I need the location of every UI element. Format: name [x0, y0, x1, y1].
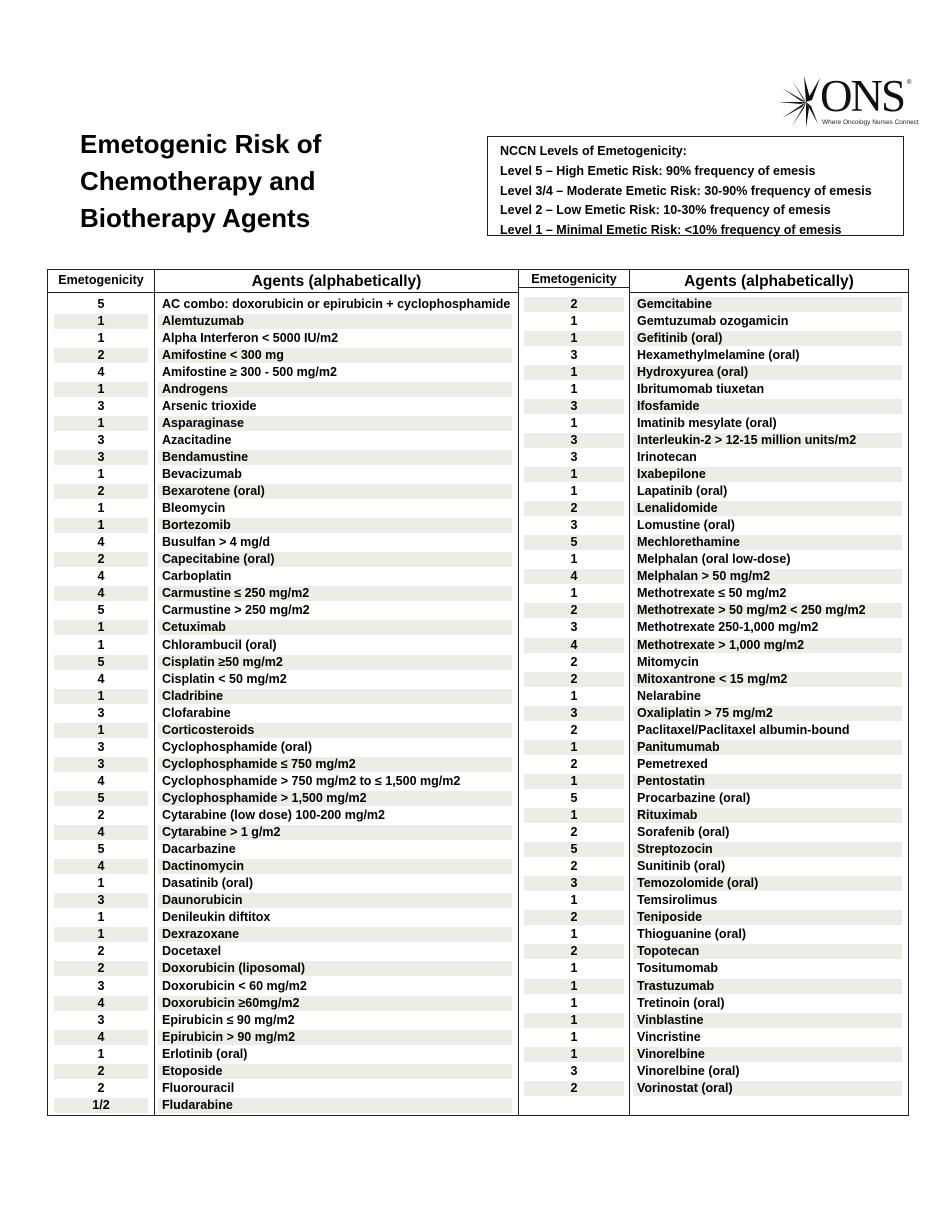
- agent-name: Capecitabine (oral): [158, 552, 512, 567]
- agent-name: Lenalidomide: [633, 501, 902, 516]
- emetogenicity-level: 1: [54, 382, 148, 397]
- agent-name: Doxorubicin < 60 mg/m2: [162, 978, 307, 993]
- emetogenicity-level: 1: [570, 1029, 578, 1044]
- emetogenicity-level: 4: [54, 859, 148, 874]
- emetogenicity-level: 2: [54, 484, 148, 499]
- emetogenicity-level: 2: [54, 552, 148, 567]
- table-row: [48, 979, 908, 996]
- agent-name: Gefitinib (oral): [633, 331, 902, 346]
- agent-name: Tretinoin (oral): [637, 995, 725, 1010]
- emetogenicity-level: 2: [524, 944, 624, 959]
- table-row: [48, 791, 908, 808]
- emetogenicity-level: 1: [54, 723, 148, 738]
- agent-name: Bortezomib: [158, 518, 512, 533]
- table-row: [48, 484, 908, 501]
- emetogenicity-level: 1: [570, 381, 578, 396]
- agent-name: Methotrexate 250-1,000 mg/m2: [637, 620, 819, 635]
- emetogenicity-level: 5: [524, 535, 624, 550]
- agent-name: Panitumumab: [633, 740, 902, 755]
- emetogenicity-level: 4: [97, 773, 105, 788]
- logo-wordmark: ONS: [820, 71, 905, 121]
- table-row: [48, 961, 908, 978]
- agent-name: Chlorambucil (oral): [162, 637, 277, 652]
- agent-name: Bexarotene (oral): [158, 484, 512, 499]
- emetogenicity-level: 4: [97, 569, 105, 584]
- agent-name: Procarbazine (oral): [637, 790, 751, 805]
- agent-name: Irinotecan: [637, 449, 697, 464]
- emetogenicity-level: 1: [524, 774, 624, 789]
- emetogenicity-level: 2: [54, 1064, 148, 1079]
- emetogenicity-level: 1: [97, 637, 105, 652]
- table-row: [48, 893, 908, 910]
- emetogenicity-level: 3: [524, 706, 624, 721]
- emetogenicity-level: 5: [524, 842, 624, 857]
- emetogenicity-level: 5: [54, 655, 148, 670]
- starburst-logo-icon: [776, 76, 822, 128]
- emetogenicity-level: 1: [570, 688, 578, 703]
- agent-name: Vinorelbine: [633, 1047, 902, 1062]
- agent-name: Amifostine ≥ 300 - 500 mg/m2: [162, 364, 337, 379]
- agent-name: Dasatinib (oral): [162, 876, 253, 891]
- agent-name: Azacitadine: [162, 432, 232, 447]
- table-row: [48, 1030, 908, 1047]
- emetogenicity-level: 3: [54, 757, 148, 772]
- table-row: [48, 382, 908, 399]
- emetogenicity-level: 1: [570, 893, 578, 908]
- header-emetogenicity-right: Emetogenicity: [531, 272, 617, 286]
- agent-name: Mitoxantrone < 15 mg/m2: [633, 672, 902, 687]
- agent-name: Oxaliplatin > 75 mg/m2: [633, 706, 902, 721]
- agent-name: Topotecan: [633, 944, 902, 959]
- emetogenicity-level: 2: [97, 944, 105, 959]
- agent-name: Bendamustine: [158, 450, 512, 465]
- agent-name: Mechlorethamine: [633, 535, 902, 550]
- emetogenicity-level: 1: [54, 689, 148, 704]
- agent-name: Denileukin diftitox: [162, 910, 271, 925]
- agent-name: Cyclophosphamide (oral): [162, 739, 313, 754]
- agent-name: Cetuximab: [158, 620, 512, 635]
- agent-name: Carmustine > 250 mg/m2: [162, 603, 310, 618]
- legend-level-3-4: Level 3/4 – Moderate Emetic Risk: 30-90% frequency of emesis: [500, 183, 872, 198]
- agent-name: Bleomycin: [162, 501, 226, 516]
- agent-name: Mitomycin: [637, 654, 699, 669]
- agent-name: Cytarabine > 1 g/m2: [158, 825, 512, 840]
- emetogenicity-level: 3: [524, 876, 624, 891]
- table-row: [48, 348, 908, 365]
- agent-name: Bevacizumab: [162, 467, 242, 481]
- emetogenicity-level: 1: [97, 330, 105, 345]
- table-row: [48, 944, 908, 961]
- emetogenicity-level: 4: [54, 586, 148, 601]
- table-row: [48, 569, 908, 586]
- agent-name: Cytarabine (low dose) 100-200 mg/m2: [162, 808, 385, 822]
- agent-name: Tositumomab: [637, 961, 719, 976]
- emetogenicity-level: 1: [54, 314, 148, 329]
- emetogenicity-level: 4: [97, 364, 105, 379]
- agent-name: Gemcitabine: [633, 297, 902, 312]
- agent-name: Rituximab: [633, 808, 902, 823]
- emetogenicity-table: [47, 269, 909, 1116]
- table-row: [48, 1064, 908, 1081]
- agent-name: Hydroxyurea (oral): [633, 365, 902, 380]
- header-emetogenicity-left: Emetogenicity: [58, 273, 144, 287]
- agent-name: Doxorubicin ≥60mg/m2: [158, 996, 512, 1011]
- table-row: [48, 1047, 908, 1064]
- emetogenicity-level: 1: [570, 415, 578, 430]
- agent-name: Melphalan > 50 mg/m2: [633, 569, 902, 584]
- emetogenicity-level: 5: [97, 296, 105, 311]
- header-divider: [48, 292, 518, 293]
- table-row: [48, 1013, 908, 1030]
- table-row: [48, 433, 908, 450]
- agent-name: Carmustine ≤ 250 mg/m2: [158, 586, 512, 601]
- agent-name: Etoposide: [158, 1064, 512, 1079]
- emetogenicity-level: 3: [570, 1063, 578, 1078]
- agent-name: Trastuzumab: [633, 979, 902, 994]
- agent-name: Carboplatin: [162, 569, 232, 584]
- table-row: [48, 808, 908, 825]
- agent-name: Lomustine (oral): [637, 518, 735, 533]
- agent-name: Amifostine < 300 mg: [158, 348, 512, 363]
- nccn-legend-box: [487, 136, 904, 236]
- table-row: [48, 620, 908, 637]
- emetogenicity-level: 3: [524, 433, 624, 448]
- emetogenicity-level: 2: [524, 603, 624, 618]
- agent-name: Methotrexate > 1,000 mg/m2: [633, 638, 902, 653]
- emetogenicity-level: 1: [54, 620, 148, 635]
- table-row: [48, 1098, 908, 1115]
- emetogenicity-level: 4: [54, 1030, 148, 1045]
- table-row: [48, 859, 908, 876]
- emetogenicity-level: 1: [524, 740, 624, 755]
- agent-name: Dactinomycin: [158, 859, 512, 874]
- emetogenicity-level: 2: [97, 1080, 105, 1095]
- table-row: [48, 757, 908, 774]
- header-agents-left: Agents (alphabetically): [251, 273, 422, 290]
- agent-name: Nelarabine: [637, 688, 701, 703]
- agent-name: Cyclophosphamide > 750 mg/m2 to ≤ 1,500 mg/m2: [162, 773, 461, 788]
- emetogenicity-level: 3: [524, 399, 624, 414]
- emetogenicity-level: 2: [524, 297, 624, 312]
- table-row: [48, 996, 908, 1013]
- emetogenicity-level: 2: [570, 654, 578, 669]
- page-title: [80, 126, 410, 237]
- agent-name: Imatinib mesylate (oral): [637, 415, 777, 430]
- ons-logo: [776, 71, 919, 132]
- emetogenicity-level: 1: [524, 365, 624, 380]
- legend-level-2: Level 2 – Low Emetic Risk: 10-30% frequency of emesis: [500, 203, 831, 218]
- table-row: [48, 927, 908, 944]
- agent-name: Dacarbazine: [162, 842, 236, 857]
- emetogenicity-level: 2: [524, 501, 624, 516]
- table-row: [48, 774, 908, 791]
- agent-name: Sunitinib (oral): [637, 859, 726, 874]
- agent-name: Teniposide: [633, 910, 902, 925]
- title-line-1: Emetogenic Risk of: [80, 129, 322, 159]
- agent-name: Sorafenib (oral): [637, 825, 730, 840]
- emetogenicity-level: 1/2: [54, 1098, 148, 1113]
- emetogenicity-level: 1: [524, 467, 624, 482]
- agent-name: Docetaxel: [162, 944, 222, 959]
- emetogenicity-level: 2: [97, 808, 105, 822]
- emetogenicity-level: 1: [97, 910, 105, 925]
- agent-name: Vinblastine: [633, 1013, 902, 1028]
- table-row: [48, 638, 908, 655]
- emetogenicity-level: 1: [570, 927, 578, 942]
- agent-name: Gemtuzumab ozogamicin: [637, 313, 789, 328]
- emetogenicity-level: 3: [97, 1012, 105, 1027]
- emetogenicity-level: 2: [524, 910, 624, 925]
- emetogenicity-level: 1: [524, 1047, 624, 1062]
- table-row: [48, 467, 908, 484]
- emetogenicity-level: 5: [97, 842, 105, 857]
- agent-name: Epirubicin > 90 mg/m2: [158, 1030, 512, 1045]
- emetogenicity-level: 1: [524, 808, 624, 823]
- agent-name: Cyclophosphamide ≤ 750 mg/m2: [158, 757, 512, 772]
- emetogenicity-level: 2: [570, 756, 578, 771]
- emetogenicity-level: 3: [97, 398, 105, 413]
- table-row: [48, 723, 908, 740]
- emetogenicity-level: 3: [570, 449, 578, 464]
- emetogenicity-level: 2: [570, 859, 578, 874]
- emetogenicity-level: 2: [570, 722, 578, 737]
- emetogenicity-level: 1: [97, 1046, 105, 1061]
- agent-name: Doxorubicin (liposomal): [158, 961, 512, 976]
- legend-level-1: Level 1 – Minimal Emetic Risk: <10% frequency of emesis: [500, 223, 842, 238]
- header-agents-right: Agents (alphabetically): [684, 273, 854, 290]
- emetogenicity-level: 4: [524, 638, 624, 653]
- emetogenicity-level: 4: [524, 569, 624, 584]
- agent-name: Hexamethylmelamine (oral): [637, 347, 800, 362]
- emetogenicity-level: 3: [570, 620, 578, 635]
- emetogenicity-level: 1: [524, 979, 624, 994]
- agent-name: Daunorubicin: [158, 893, 512, 908]
- agent-name: Methotrexate > 50 mg/m2 < 250 mg/m2: [633, 603, 902, 618]
- emetogenicity-level: 2: [524, 672, 624, 687]
- emetogenicity-level: 3: [54, 893, 148, 908]
- table-row: [48, 450, 908, 467]
- emetogenicity-level: 3: [97, 739, 105, 754]
- emetogenicity-level: 1: [570, 995, 578, 1010]
- agent-name: Temsirolimus: [637, 893, 718, 908]
- table-row: [48, 825, 908, 842]
- emetogenicity-level: 1: [570, 313, 578, 328]
- table-row: [48, 501, 908, 518]
- emetogenicity-level: 3: [54, 450, 148, 465]
- table-row: [48, 672, 908, 689]
- emetogenicity-level: 5: [570, 790, 578, 805]
- emetogenicity-level: 1: [524, 331, 624, 346]
- agent-name: Paclitaxel/Paclitaxel albumin-bound: [637, 722, 850, 737]
- agent-name: Fludarabine: [158, 1098, 512, 1113]
- agent-name: Lapatinib (oral): [637, 484, 728, 499]
- agent-name: AC combo: doxorubicin or epirubicin + cyclophosphamide: [162, 296, 511, 311]
- agent-name: Cisplatin < 50 mg/m2: [162, 671, 287, 686]
- emetogenicity-level: 1: [54, 416, 148, 431]
- agent-name: Cyclophosphamide > 1,500 mg/m2: [158, 791, 512, 806]
- table-row: [48, 586, 908, 603]
- table-row: [48, 1081, 908, 1098]
- agent-name: Busulfan > 4 mg/d: [162, 535, 271, 550]
- agent-name: Vinorelbine (oral): [637, 1063, 740, 1078]
- agent-name: Cladribine: [158, 689, 512, 704]
- agent-name: Vincristine: [637, 1029, 701, 1044]
- emetogenicity-level: 1: [97, 876, 105, 891]
- table-row: [48, 416, 908, 433]
- emetogenicity-level: 5: [97, 603, 105, 618]
- emetogenicity-level: 3: [97, 978, 105, 993]
- agent-name: Clofarabine: [162, 705, 231, 720]
- emetogenicity-level: 1: [97, 467, 105, 481]
- legend-heading: NCCN Levels of Emetogenicity:: [500, 144, 687, 158]
- legend-level-5: Level 5 – High Emetic Risk: 90% frequency of emesis: [500, 163, 816, 178]
- table-row: [48, 706, 908, 723]
- emetogenicity-level: 3: [97, 705, 105, 720]
- table-row: [48, 603, 908, 620]
- emetogenicity-level: 2: [570, 825, 578, 840]
- emetogenicity-level: 1: [524, 1013, 624, 1028]
- table-row: [48, 535, 908, 552]
- logo-registered-mark: ®: [907, 80, 912, 86]
- table-row: [48, 910, 908, 927]
- agent-name: Vorinostat (oral): [633, 1081, 902, 1096]
- agent-name: Erlotinib (oral): [162, 1046, 248, 1061]
- emetogenicity-level: 4: [54, 825, 148, 840]
- emetogenicity-level: 3: [97, 432, 105, 447]
- agent-name: Interleukin-2 > 12-15 million units/m2: [633, 433, 902, 448]
- table-row: [48, 552, 908, 569]
- agent-name: Fluorouracil: [162, 1080, 235, 1095]
- agent-name: Methotrexate ≤ 50 mg/m2: [637, 586, 787, 601]
- agent-name: Melphalan (oral low-dose): [637, 552, 791, 567]
- table-row: [48, 314, 908, 331]
- table-row: [48, 331, 908, 348]
- emetogenicity-level: 5: [54, 791, 148, 806]
- emetogenicity-level: 3: [570, 518, 578, 533]
- table-row: [48, 655, 908, 672]
- emetogenicity-level: 1: [570, 586, 578, 601]
- table-row: [48, 297, 908, 314]
- agent-name: Cisplatin ≥50 mg/m2: [158, 655, 512, 670]
- agent-name: Thioguanine (oral): [637, 927, 747, 942]
- emetogenicity-level: 2: [54, 348, 148, 363]
- header-divider: [630, 292, 908, 293]
- agent-name: Ixabepilone: [633, 467, 902, 482]
- emetogenicity-level: 1: [570, 552, 578, 567]
- title-line-2: Chemotherapy and: [80, 166, 316, 196]
- table-row: [48, 365, 908, 382]
- agent-name: Corticosteroids: [158, 723, 512, 738]
- table-row: [48, 740, 908, 757]
- table-row: [48, 518, 908, 535]
- title-line-3: Biotherapy Agents: [80, 203, 311, 233]
- agent-name: Epirubicin ≤ 90 mg/m2: [162, 1012, 295, 1027]
- emetogenicity-level: 1: [570, 961, 578, 976]
- agent-name: Temozolomide (oral): [633, 876, 902, 891]
- table-row: [48, 689, 908, 706]
- agent-name: Androgens: [158, 382, 512, 397]
- logo-tagline: Where Oncology Nurses Connect: [822, 119, 919, 126]
- emetogenicity-level: 2: [54, 961, 148, 976]
- emetogenicity-level: 2: [524, 1081, 624, 1096]
- table-row: [48, 399, 908, 416]
- agent-name: Asparaginase: [158, 416, 512, 431]
- emetogenicity-level: 3: [570, 347, 578, 362]
- agent-name: Dexrazoxane: [158, 927, 512, 942]
- agent-name: Arsenic trioxide: [162, 398, 257, 413]
- agent-name: Pemetrexed: [637, 756, 708, 771]
- table-row: [48, 842, 908, 859]
- emetogenicity-level: 1: [54, 927, 148, 942]
- agent-name: Ibritumomab tiuxetan: [637, 381, 765, 396]
- agent-name: Pentostatin: [633, 774, 902, 789]
- emetogenicity-level: 4: [54, 996, 148, 1011]
- table-row: [48, 876, 908, 893]
- emetogenicity-level: 4: [97, 671, 105, 686]
- emetogenicity-level: 1: [54, 518, 148, 533]
- agent-name: Streptozocin: [633, 842, 902, 857]
- emetogenicity-level: 1: [97, 501, 105, 516]
- agent-name: Ifosfamide: [633, 399, 902, 414]
- emetogenicity-level: 1: [570, 484, 578, 499]
- emetogenicity-level: 4: [97, 535, 105, 550]
- agent-name: Alpha Interferon < 5000 IU/m2: [162, 330, 339, 345]
- agent-name: Alemtuzumab: [158, 314, 512, 329]
